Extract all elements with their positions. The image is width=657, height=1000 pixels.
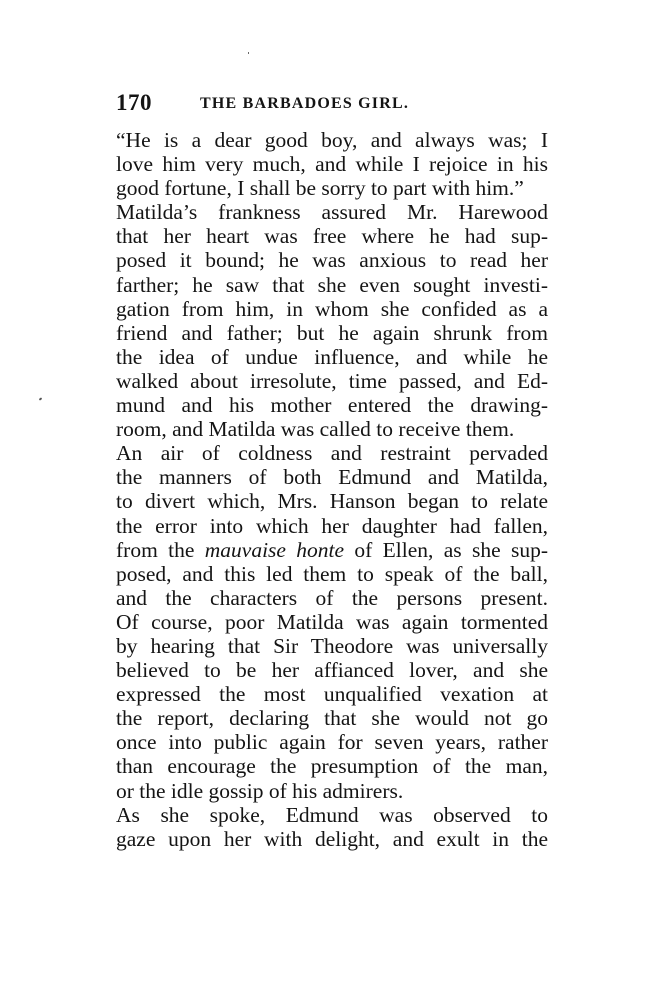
text-line: gation from him, in whom she confided as a — [116, 296, 548, 321]
text-line: the error into which her daughter had fallen, — [116, 513, 548, 538]
text-line: good fortune, I shall be sorry to part with him.” — [116, 176, 524, 201]
text-line: Matilda’s frankness assured Mr. Harewood — [116, 200, 548, 225]
text-segment: of Ellen, as she sup- — [344, 537, 549, 562]
text-line: the report, declaring that she would not go — [116, 706, 548, 731]
text-line: or the idle gossip of his admirers. — [116, 778, 404, 803]
ink-speck — [39, 397, 43, 400]
text-line: and the characters of the persons present. — [116, 585, 548, 610]
text-line: friend and father; but he again shrunk from — [116, 320, 548, 345]
text-line: As she spoke, Edmund was observed to — [116, 802, 548, 827]
text-line — [116, 538, 548, 562]
text-line: walked about irresolute, time passed, and Ed- — [116, 368, 548, 393]
text-line: expressed the most unqualified vexation at — [116, 682, 548, 707]
text-line: that her heart was free where he had sup- — [116, 224, 548, 249]
text-line: the idea of undue influence, and while he — [116, 344, 548, 369]
text-line: posed, and this led them to speak of the ball, — [116, 561, 548, 586]
ink-speck — [248, 52, 249, 54]
text-segment: from the — [116, 537, 205, 562]
text-line: An air of coldness and restraint pervaded — [116, 441, 548, 466]
text-line: room, and Matilda was called to receive them. — [116, 417, 515, 442]
text-line: believed to be her affianced lover, and she — [116, 658, 548, 683]
text-line: than encourage the presumption of the man, — [116, 754, 548, 779]
running-title: THE BARBADOES GIRL. — [200, 95, 410, 112]
text-line: posed it bound; he was anxious to read her — [116, 248, 548, 273]
text-line: “He is a dear good boy, and always was; I — [116, 128, 548, 152]
text-line: farther; he saw that she even sought investi- — [116, 272, 548, 297]
text-line: gaze upon her with delight, and exult in the — [116, 826, 548, 851]
page-number: 170 — [116, 90, 152, 115]
text-line: Of course, poor Matilda was again tormented — [116, 609, 548, 634]
text-line: once into public again for seven years, rather — [116, 730, 548, 755]
text-line: love him very much, and while I rejoice in his — [116, 152, 548, 177]
italic-phrase: mauvaise honte — [204, 537, 345, 562]
page-header — [116, 86, 546, 126]
text-line: mund and his mother entered the drawing- — [116, 393, 548, 418]
text-line: by hearing that Sir Theodore was universally — [116, 633, 548, 658]
text-line: to divert which, Mrs. Hanson began to relate — [116, 489, 548, 514]
body-text — [116, 128, 548, 851]
text-line: the manners of both Edmund and Matilda, — [116, 465, 548, 490]
